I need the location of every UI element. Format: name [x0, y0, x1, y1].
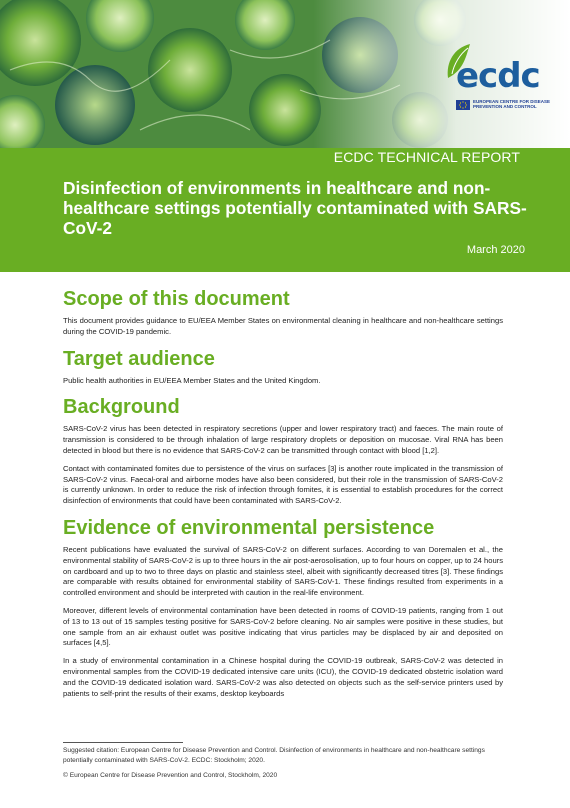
section-heading: Scope of this document	[63, 288, 290, 310]
report-title: Disinfection of environments in healthcare and non-healthcare settings potentially contaminated with SARS-CoV-2	[63, 178, 527, 238]
section-background	[63, 396, 503, 507]
report-date: March 2020	[466, 244, 525, 256]
title-band	[0, 148, 570, 272]
logo-subtitle: EUROPEAN CENTRE FOR DISEASE PREVENTION AND CONTROL	[473, 99, 551, 109]
paragraph: Public health authorities in EU/EEA Member States and the United Kingdom.	[63, 375, 321, 385]
eu-flag-icon	[456, 100, 470, 110]
logo-wordmark: ecdc	[456, 56, 540, 96]
ecdc-logo	[432, 44, 552, 116]
report-type: ECDC TECHNICAL REPORT	[333, 149, 520, 165]
copyright: © European Centre for Disease Prevention and Control, Stockholm, 2020	[63, 772, 278, 779]
header-image	[0, 0, 570, 148]
paragraph: This document provides guidance to EU/EEA Member States on environmental cleaning in healthcare and non-healthcare settings during the COVID-19 pandemic.	[63, 316, 503, 336]
footer-divider	[63, 742, 183, 743]
paragraph: Recent publications have evaluated the survival of SARS-CoV-2 on different surfaces. According to van Doremalen et al., the environmental stability of SARS-CoV-2 is up to three hours in the air post-aerosolisation, up to four hours on copper, up to 24 hours on cardboard and up to two to three days on plastic and stainless steel, albeit with significantly decreased titres [3]. These findings are comparable with results obtained for environmental stability of SARS-CoV-1. These findings resulted from experiments in a controlled environment and should be interpreted with caution in the real-life environment.	[63, 544, 503, 598]
section-target-audience	[63, 348, 503, 387]
section-heading: Background	[63, 396, 180, 419]
paragraph: Moreover, different levels of environmental contamination have been detected in rooms of COVID-19 patients, ranging from 1 out of 13 to 13 out of 15 samples testing positive for SARS-CoV-2 before cleaning. No air samples were positive in these studies, but one sample from an air exhaust outlet was positive indicating that virus particles may be displaced by air and deposited on surfaces [4,5].	[63, 605, 503, 648]
section-evidence	[63, 517, 503, 699]
section-heading: Target audience	[63, 347, 215, 370]
section-scope	[63, 288, 503, 338]
footer	[63, 746, 503, 787]
paragraph: Contact with contaminated fomites due to persistence of the virus on surfaces [3] is another route implicated in the transmission of SARS-CoV-2 virus. Faecal-oral and airborne modes have also been considered, but their role in the transmission of SARS-CoV-2 is currently unknown. In order to reduce the risk of infection through fomites, it is essential to establish procedures for the correct disinfection of environments that could have been contaminated with SARS-CoV-2.	[63, 463, 503, 506]
paragraph: In a study of environmental contamination in a Chinese hospital during the COVID-19 outbreak, SARS-CoV-2 was detected in environmental samples from the COVID-19 dedicated intensive care units (ICU), the COVID-19 dedicated obstetric isolation ward and the COVID-19 dedicated isolation ward. SARS-CoV-2 was also detected on objects such as the self-service printers used by patients to self-print the results of their exams, desktop keyboards	[63, 656, 503, 698]
suggested-citation: Suggested citation: European Centre for Disease Prevention and Control. Disinfection of environments in healthcare and non-healthcare settings potentially contaminated with SARS-CoV-2. ECDC: Stockholm; 2020.	[63, 747, 485, 764]
section-heading: Evidence of environmental persistence	[63, 516, 435, 539]
main-content	[63, 288, 503, 709]
paragraph: SARS-CoV-2 virus has been detected in respiratory secretions (upper and lower respiratory tract) and faeces. The main route of transmission is considered to be through inhalation of large respiratory droplets or deposition on mucosae. Viral RNA has been detected in blood but there is no evidence that SARS-CoV-2 can be transmitted through contact with blood [1,2].	[63, 424, 503, 455]
